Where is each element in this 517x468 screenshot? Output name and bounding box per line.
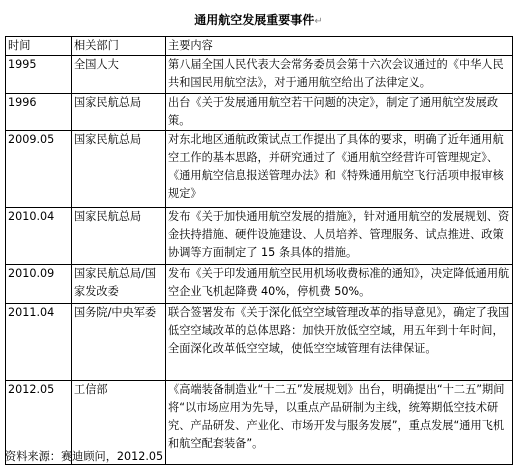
cell-content: 发布《关于加快通用航空发展的措施》，针对通用航空的发展规划、资金扶持措施、硬件设施建设、人员培养、管理服务、试点推进、政策协调等方面制定了 15 条具体的措施。 [166, 208, 513, 265]
cell-dept: 国家民航总局 [72, 131, 166, 208]
cell-time: 2009.05 [6, 131, 72, 208]
cell-time: 2011.04 [6, 304, 72, 381]
paragraph-mark: ↵ [314, 16, 323, 27]
cell-content: 第八届全国人民代表大会常务委员会第十六次会议通过的《中华人民共和国民用航空法》，对于通用航空给出了法律定义。 [166, 56, 513, 94]
cell-content: 出台《关于发展通用航空若干问题的决定》，制定了通用航空发展政策。 [166, 94, 513, 131]
cell-time: 1996 [6, 94, 72, 131]
table-row [6, 131, 513, 208]
cell-time: 2010.04 [6, 208, 72, 265]
table-title [0, 12, 517, 30]
cell-time: 2012.05 [6, 381, 72, 465]
events-table [5, 36, 513, 465]
cell-dept: 国家民航总局 [72, 94, 166, 131]
cell-dept: 工信部 [72, 381, 166, 465]
cell-content: 联合签署发布《关于深化低空空域管理改革的指导意见》，确定了我国低空空域改革的总体思路：加快开放低空空域，用五年到十年时间，全面深化改革低空空域，使低空空域管理有法律保证。 [166, 304, 513, 381]
table-row [6, 94, 513, 131]
table-row [6, 56, 513, 94]
cell-dept: 国家民航总局 [72, 208, 166, 265]
title-text: 通用航空发展重要事件 [194, 13, 315, 27]
cell-content: 《高端装备制造业“十二五”发展规划》出台，明确提出“十二五”期间将“以市场应用为先导，以重点产品研制为主线，统筹期低空技术研究、产品研发、产业化、市场开发与服务发展”，重点发展“通用飞机和航空配套装备”。 [166, 381, 513, 465]
cell-content: 对东北地区通航政策试点工作提出了具体的要求，明确了近年通用航空工作的基本思路，并研究通过了《通用航空经营许可管理规定》、《通用航空信息报送管理办法》和《特殊通用航空飞行活项申报审核规定》 [166, 131, 513, 208]
header-row [6, 37, 513, 56]
table-row [6, 265, 513, 304]
source-note: 资料来源：赛迪顾问，2012.05 [5, 450, 164, 463]
table-row [6, 208, 513, 265]
cell-content: 发布《关于印发通用航空民用机场收费标准的通知》，决定降低通用航空企业飞机起降费 40%，停机费 50%。 [166, 265, 513, 304]
header-content: 主要内容 [166, 37, 513, 56]
cell-dept: 国家民航总局/国家发改委 [72, 265, 166, 304]
header-time: 时间 [6, 37, 72, 56]
cell-time: 1995 [6, 56, 72, 94]
cell-time: 2010.09 [6, 265, 72, 304]
cell-dept: 国务院/中央军委 [72, 304, 166, 381]
cell-dept: 全国人大 [72, 56, 166, 94]
header-dept: 相关部门 [72, 37, 166, 56]
table-row [6, 304, 513, 381]
